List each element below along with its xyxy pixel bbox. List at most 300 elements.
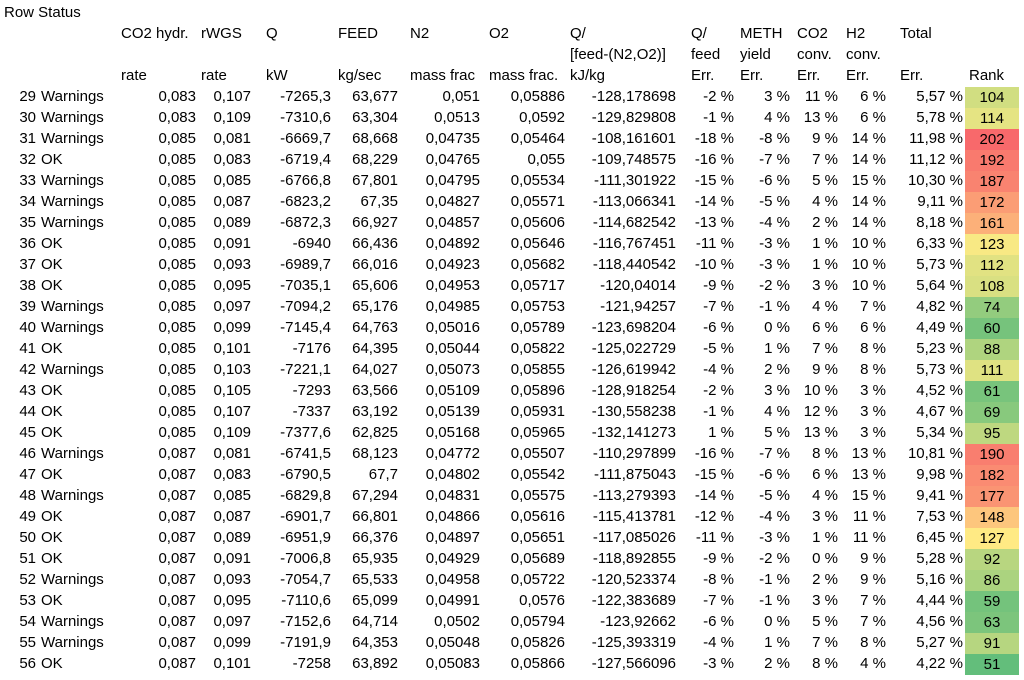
row-id: 42 xyxy=(19,361,36,378)
cell-co2-err: 6 % xyxy=(812,319,838,336)
cell-h2-err: 4 % xyxy=(860,655,886,672)
cell-q-kw: -6951,9 xyxy=(280,529,331,546)
cell-h2-err: 8 % xyxy=(860,634,886,651)
cell-meth-err: -7 % xyxy=(759,151,790,168)
cell-total-err: 5,73 % xyxy=(916,361,963,378)
cell-o2: 0,05571 xyxy=(510,193,565,210)
cell-total-err: 6,33 % xyxy=(916,235,963,252)
cell-co2-hydr-rate: 0,087 xyxy=(158,592,196,609)
cell-meth-err: -5 % xyxy=(759,193,790,210)
cell-q-feed-net: -122,383689 xyxy=(591,592,676,609)
cell-q-feed-net: -116,767451 xyxy=(592,235,676,252)
row-id: 29 xyxy=(19,88,36,105)
cell-q-feed-net: -117,085026 xyxy=(592,529,676,546)
cell-o2: 0,05616 xyxy=(510,508,565,525)
cell-total-err: 5,73 % xyxy=(916,256,963,273)
cell-co2-err: 9 % xyxy=(812,361,838,378)
cell-co2-err: 4 % xyxy=(812,487,838,504)
cell-co2-hydr-rate: 0,085 xyxy=(158,403,196,420)
cell-co2-hydr-rate: 0,087 xyxy=(158,571,196,588)
cell-h2-err: 7 % xyxy=(860,298,886,315)
cell-total-err: 5,16 % xyxy=(916,571,963,588)
cell-co2-err: 8 % xyxy=(812,655,838,672)
cell-q-kw: -7265,3 xyxy=(280,88,331,105)
cell-co2-err: 5 % xyxy=(812,172,838,189)
header-n2-unit: mass frac xyxy=(410,67,476,84)
cell-o2: 0,05896 xyxy=(510,382,565,399)
row-status: Warnings xyxy=(41,487,104,504)
cell-q-feed-err: -14 % xyxy=(694,193,734,210)
cell-h2-err: 14 % xyxy=(851,193,886,210)
cell-feed: 67,801 xyxy=(352,172,398,189)
cell-q-feed-err: -5 % xyxy=(703,340,734,357)
header-total-unit: Err. xyxy=(900,67,924,84)
row-id: 52 xyxy=(19,571,36,588)
cell-feed: 63,566 xyxy=(352,382,398,399)
cell-n2: 0,04857 xyxy=(425,214,480,231)
cell-n2: 0,04929 xyxy=(425,550,480,567)
header-feed: FEED xyxy=(338,25,379,42)
cell-rwgs-rate: 0,107 xyxy=(213,403,251,420)
cell-co2-err: 8 % xyxy=(812,445,838,462)
cell-co2-err: 0 % xyxy=(812,550,838,567)
cell-rwgs-rate: 0,089 xyxy=(213,214,251,231)
cell-o2: 0,05507 xyxy=(510,445,565,462)
cell-co2-hydr-rate: 0,087 xyxy=(158,634,196,651)
cell-co2-err: 2 % xyxy=(812,214,838,231)
cell-q-feed-net: -113,066341 xyxy=(592,193,676,210)
cell-co2-hydr-rate: 0,085 xyxy=(158,319,196,336)
cell-co2-hydr-rate: 0,083 xyxy=(158,88,196,105)
cell-rwgs-rate: 0,087 xyxy=(213,193,251,210)
header-q-unit: kW xyxy=(266,67,288,84)
cell-rank: 148 xyxy=(965,507,1019,528)
row-id: 50 xyxy=(19,529,36,546)
cell-h2-err: 11 % xyxy=(852,508,886,525)
cell-q-feed-net: -111,301922 xyxy=(593,172,676,189)
cell-q-feed-err: -16 % xyxy=(694,445,734,462)
cell-q-feed-err: -11 % xyxy=(695,235,734,252)
cell-o2: 0,0576 xyxy=(519,592,565,609)
cell-q-feed-net: -118,440542 xyxy=(592,256,676,273)
row-id: 33 xyxy=(19,172,36,189)
cell-rank: 86 xyxy=(965,570,1019,591)
cell-meth-err: 2 % xyxy=(764,655,790,672)
cell-h2-err: 3 % xyxy=(860,424,886,441)
cell-feed: 65,606 xyxy=(352,277,398,294)
cell-rwgs-rate: 0,101 xyxy=(213,655,251,672)
cell-q-feed-err: -15 % xyxy=(694,172,734,189)
cell-h2-err: 15 % xyxy=(851,172,886,189)
cell-meth-err: 1 % xyxy=(764,340,790,357)
cell-co2-hydr-rate: 0,087 xyxy=(158,445,196,462)
cell-h2-err: 14 % xyxy=(851,151,886,168)
cell-q-feed-err: -4 % xyxy=(703,634,734,651)
cell-q-feed-net: -108,161601 xyxy=(591,130,676,147)
cell-h2-err: 14 % xyxy=(851,214,886,231)
cell-h2-err: 13 % xyxy=(851,445,886,462)
row-status: OK xyxy=(41,151,63,168)
cell-meth-err: -2 % xyxy=(759,550,790,567)
row-id: 56 xyxy=(19,655,36,672)
cell-co2-hydr-rate: 0,083 xyxy=(158,109,196,126)
cell-meth-err: -8 % xyxy=(759,130,790,147)
cell-q-kw: -7110,6 xyxy=(281,592,331,609)
header-q-feed-unit: Err. xyxy=(691,67,715,84)
row-status: OK xyxy=(41,508,63,525)
cell-q-kw: -7258 xyxy=(292,655,331,672)
cell-co2-hydr-rate: 0,085 xyxy=(158,277,196,294)
cell-rwgs-rate: 0,091 xyxy=(213,235,251,252)
cell-feed: 67,7 xyxy=(368,466,398,483)
cell-q-feed-err: -2 % xyxy=(703,382,734,399)
cell-h2-err: 3 % xyxy=(860,403,886,420)
cell-q-kw: -7094,2 xyxy=(280,298,331,315)
cell-rwgs-rate: 0,083 xyxy=(213,466,251,483)
cell-co2-hydr-rate: 0,087 xyxy=(158,508,196,525)
row-status: Warnings xyxy=(41,109,104,126)
cell-meth-err: 3 % xyxy=(764,88,790,105)
cell-co2-err: 13 % xyxy=(803,424,838,441)
cell-rank: 172 xyxy=(965,192,1019,213)
row-id: 45 xyxy=(19,424,36,441)
cell-rwgs-rate: 0,093 xyxy=(213,256,251,273)
row-id: 46 xyxy=(19,445,36,462)
cell-rank: 202 xyxy=(965,129,1019,150)
cell-n2: 0,04923 xyxy=(425,256,480,273)
cell-co2-err: 1 % xyxy=(812,256,838,273)
cell-n2: 0,04958 xyxy=(425,571,480,588)
cell-co2-hydr-rate: 0,085 xyxy=(158,214,196,231)
cell-rwgs-rate: 0,099 xyxy=(213,319,251,336)
cell-q-feed-net: -127,566096 xyxy=(591,655,676,672)
cell-n2: 0,04991 xyxy=(425,592,480,609)
cell-co2-err: 12 % xyxy=(803,403,838,420)
cell-co2-err: 3 % xyxy=(812,508,838,525)
cell-co2-err: 1 % xyxy=(812,235,838,252)
cell-rwgs-rate: 0,099 xyxy=(213,634,251,651)
cell-feed: 68,668 xyxy=(352,130,398,147)
cell-total-err: 4,52 % xyxy=(916,382,963,399)
cell-o2: 0,05606 xyxy=(510,214,565,231)
row-status: OK xyxy=(41,382,63,399)
cell-q-feed-net: -111,875043 xyxy=(593,466,676,483)
cell-feed: 67,294 xyxy=(352,487,398,504)
row-id: 41 xyxy=(19,340,36,357)
cell-q-kw: -7152,6 xyxy=(280,613,331,630)
cell-rank: 182 xyxy=(965,465,1019,486)
cell-feed: 68,229 xyxy=(352,151,398,168)
cell-rwgs-rate: 0,083 xyxy=(213,151,251,168)
cell-co2-err: 3 % xyxy=(812,592,838,609)
cell-co2-hydr-rate: 0,087 xyxy=(158,466,196,483)
cell-q-kw: -6989,7 xyxy=(280,256,331,273)
cell-h2-err: 9 % xyxy=(860,571,886,588)
row-status: Warnings xyxy=(41,319,104,336)
cell-feed: 63,677 xyxy=(352,88,398,105)
cell-meth-err: 3 % xyxy=(764,382,790,399)
header-h2: H2 xyxy=(846,25,866,42)
cell-meth-err: -4 % xyxy=(759,508,790,525)
cell-total-err: 9,41 % xyxy=(916,487,963,504)
cell-n2: 0,04802 xyxy=(425,466,480,483)
cell-rank: 111 xyxy=(965,360,1019,381)
cell-q-feed-err: -1 % xyxy=(703,403,734,420)
row-status: Warnings xyxy=(41,172,104,189)
row-status: Warnings xyxy=(41,634,104,651)
cell-o2: 0,05646 xyxy=(510,235,565,252)
cell-q-kw: -7035,1 xyxy=(280,277,331,294)
header-q-feed: Q/ xyxy=(691,25,707,42)
cell-q-feed-err: -3 % xyxy=(703,655,734,672)
cell-q-feed-net: -113,279393 xyxy=(592,487,676,504)
row-id: 34 xyxy=(19,193,36,210)
cell-feed: 65,176 xyxy=(352,298,398,315)
cell-rank: 190 xyxy=(965,444,1019,465)
cell-n2: 0,04953 xyxy=(425,277,480,294)
row-id: 30 xyxy=(19,109,36,126)
cell-rank: 112 xyxy=(965,255,1019,276)
cell-q-feed-err: -4 % xyxy=(703,361,734,378)
header-meth-unit: Err. xyxy=(740,67,764,84)
cell-o2: 0,05855 xyxy=(510,361,565,378)
cell-n2: 0,05073 xyxy=(425,361,480,378)
cell-rank: 123 xyxy=(965,234,1019,255)
row-status: Warnings xyxy=(41,298,104,315)
cell-o2: 0,05886 xyxy=(510,88,565,105)
cell-co2-hydr-rate: 0,087 xyxy=(158,550,196,567)
cell-n2: 0,051 xyxy=(442,88,480,105)
row-id: 55 xyxy=(19,634,36,651)
cell-meth-err: -3 % xyxy=(759,235,790,252)
header-rank: Rank xyxy=(969,67,1005,84)
cell-q-kw: -7054,7 xyxy=(280,571,331,588)
cell-total-err: 5,57 % xyxy=(916,88,963,105)
cell-meth-err: 4 % xyxy=(764,109,790,126)
cell-rank: 114 xyxy=(965,108,1019,129)
cell-n2: 0,05083 xyxy=(425,655,480,672)
cell-q-kw: -7006,8 xyxy=(280,550,331,567)
cell-feed: 64,763 xyxy=(352,319,398,336)
cell-rwgs-rate: 0,105 xyxy=(213,382,251,399)
cell-n2: 0,0513 xyxy=(434,109,480,126)
header-h2-unit: Err. xyxy=(846,67,870,84)
header-co2-hydr: CO2 hydr. xyxy=(121,25,189,42)
cell-n2: 0,05168 xyxy=(425,424,480,441)
cell-q-kw: -6901,7 xyxy=(280,508,331,525)
cell-n2: 0,05016 xyxy=(425,319,480,336)
cell-co2-hydr-rate: 0,087 xyxy=(158,487,196,504)
cell-q-feed-net: -120,523374 xyxy=(591,571,676,588)
cell-rwgs-rate: 0,097 xyxy=(213,613,251,630)
cell-total-err: 5,28 % xyxy=(916,550,963,567)
cell-total-err: 5,23 % xyxy=(916,340,963,357)
cell-q-kw: -7337 xyxy=(292,403,331,420)
cell-q-feed-err: -15 % xyxy=(694,466,734,483)
cell-feed: 66,436 xyxy=(352,235,398,252)
cell-q-feed-net: -123,92662 xyxy=(600,613,676,630)
cell-q-feed-net: -129,829808 xyxy=(591,109,676,126)
row-id: 48 xyxy=(19,487,36,504)
cell-h2-err: 6 % xyxy=(860,109,886,126)
cell-total-err: 4,44 % xyxy=(916,592,963,609)
cell-q-feed-net: -114,682542 xyxy=(592,214,676,231)
cell-q-feed-net: -128,178698 xyxy=(591,88,676,105)
cell-q-kw: -6940 xyxy=(292,235,331,252)
cell-co2-hydr-rate: 0,085 xyxy=(158,130,196,147)
cell-q-feed-err: -6 % xyxy=(703,319,734,336)
cell-co2-err: 9 % xyxy=(812,130,838,147)
cell-n2: 0,05048 xyxy=(425,634,480,651)
cell-q-kw: -6719,4 xyxy=(280,151,331,168)
cell-co2-err: 7 % xyxy=(812,634,838,651)
header-feed-unit: kg/sec xyxy=(338,67,382,84)
cell-feed: 64,353 xyxy=(352,634,398,651)
cell-o2: 0,05931 xyxy=(510,403,565,420)
cell-n2: 0,04897 xyxy=(425,529,480,546)
cell-q-feed-net: -121,94257 xyxy=(600,298,676,315)
cell-h2-err: 6 % xyxy=(860,319,886,336)
cell-rwgs-rate: 0,109 xyxy=(213,424,251,441)
cell-o2: 0,055 xyxy=(527,151,565,168)
cell-rank: 69 xyxy=(965,402,1019,423)
cell-feed: 65,099 xyxy=(352,592,398,609)
cell-q-feed-err: -6 % xyxy=(703,613,734,630)
header-o2-unit: mass frac. xyxy=(489,67,559,84)
cell-q-feed-err: -9 % xyxy=(703,550,734,567)
cell-q-feed-err: 1 % xyxy=(708,424,734,441)
cell-meth-err: -7 % xyxy=(759,445,790,462)
cell-q-feed-err: -10 % xyxy=(694,256,734,273)
cell-feed: 64,395 xyxy=(352,340,398,357)
cell-o2: 0,05689 xyxy=(510,550,565,567)
cell-feed: 66,376 xyxy=(352,529,398,546)
cell-co2-hydr-rate: 0,087 xyxy=(158,613,196,630)
cell-n2: 0,04985 xyxy=(425,298,480,315)
cell-total-err: 11,12 % xyxy=(909,151,963,168)
cell-meth-err: -4 % xyxy=(759,214,790,231)
cell-q-feed-net: -132,141273 xyxy=(591,424,676,441)
cell-meth-err: -6 % xyxy=(759,466,790,483)
row-status: Warnings xyxy=(41,361,104,378)
cell-h2-err: 6 % xyxy=(860,88,886,105)
cell-co2-err: 4 % xyxy=(812,193,838,210)
row-status: Warnings xyxy=(41,130,104,147)
cell-o2: 0,05794 xyxy=(510,613,565,630)
cell-meth-err: -3 % xyxy=(759,256,790,273)
row-status: OK xyxy=(41,277,63,294)
header-h2-2: conv. xyxy=(846,46,881,63)
cell-feed: 68,123 xyxy=(352,445,398,462)
cell-h2-err: 7 % xyxy=(860,592,886,609)
cell-q-feed-net: -125,393319 xyxy=(591,634,676,651)
table-title: Row Status xyxy=(4,4,81,21)
cell-q-feed-err: -2 % xyxy=(703,88,734,105)
cell-total-err: 5,78 % xyxy=(916,109,963,126)
cell-rwgs-rate: 0,081 xyxy=(213,445,251,462)
header-q: Q xyxy=(266,25,278,42)
cell-q-feed-net: -118,892855 xyxy=(592,550,676,567)
row-status: OK xyxy=(41,424,63,441)
row-id: 54 xyxy=(19,613,36,630)
header-rwgs-unit: rate xyxy=(201,67,227,84)
cell-o2: 0,05722 xyxy=(510,571,565,588)
cell-rwgs-rate: 0,101 xyxy=(213,340,251,357)
cell-o2: 0,05826 xyxy=(510,634,565,651)
cell-rank: 92 xyxy=(965,549,1019,570)
cell-rwgs-rate: 0,107 xyxy=(213,88,251,105)
cell-rank: 104 xyxy=(965,87,1019,108)
header-co2-hydr-unit: rate xyxy=(121,67,147,84)
cell-rwgs-rate: 0,081 xyxy=(213,130,251,147)
cell-n2: 0,05139 xyxy=(425,403,480,420)
cell-o2: 0,05789 xyxy=(510,319,565,336)
row-id: 37 xyxy=(19,256,36,273)
cell-rank: 61 xyxy=(965,381,1019,402)
row-id: 36 xyxy=(19,235,36,252)
cell-co2-hydr-rate: 0,087 xyxy=(158,655,196,672)
cell-co2-hydr-rate: 0,085 xyxy=(158,340,196,357)
cell-rank: 88 xyxy=(965,339,1019,360)
cell-h2-err: 10 % xyxy=(851,235,886,252)
header-meth-2: yield xyxy=(740,46,771,63)
cell-n2: 0,04866 xyxy=(425,508,480,525)
cell-rwgs-rate: 0,091 xyxy=(213,550,251,567)
cell-co2-err: 7 % xyxy=(812,151,838,168)
cell-q-kw: -7145,4 xyxy=(280,319,331,336)
header-total: Total xyxy=(900,25,932,42)
cell-feed: 66,927 xyxy=(352,214,398,231)
cell-co2-hydr-rate: 0,085 xyxy=(158,382,196,399)
cell-meth-err: 4 % xyxy=(764,403,790,420)
cell-co2-hydr-rate: 0,085 xyxy=(158,361,196,378)
cell-q-feed-err: -13 % xyxy=(694,214,734,231)
header-q-feed-net: Q/ xyxy=(570,25,586,42)
cell-o2: 0,05464 xyxy=(510,130,565,147)
cell-meth-err: 0 % xyxy=(764,613,790,630)
cell-co2-err: 6 % xyxy=(812,466,838,483)
cell-co2-hydr-rate: 0,087 xyxy=(158,529,196,546)
cell-feed: 64,027 xyxy=(352,361,398,378)
row-id: 31 xyxy=(19,130,36,147)
row-id: 49 xyxy=(19,508,36,525)
row-id: 51 xyxy=(19,550,36,567)
cell-q-feed-err: -14 % xyxy=(694,487,734,504)
cell-n2: 0,04795 xyxy=(425,172,480,189)
cell-n2: 0,04765 xyxy=(425,151,480,168)
cell-total-err: 10,81 % xyxy=(907,445,963,462)
cell-q-feed-err: -1 % xyxy=(703,109,734,126)
cell-q-kw: -6823,2 xyxy=(280,193,331,210)
cell-rank: 60 xyxy=(965,318,1019,339)
cell-total-err: 4,56 % xyxy=(916,613,963,630)
cell-rank: 177 xyxy=(965,486,1019,507)
cell-total-err: 5,27 % xyxy=(916,634,963,651)
cell-n2: 0,05109 xyxy=(425,382,480,399)
cell-n2: 0,04831 xyxy=(425,487,480,504)
cell-rank: 192 xyxy=(965,150,1019,171)
cell-co2-err: 11 % xyxy=(804,88,838,105)
cell-o2: 0,05651 xyxy=(510,529,565,546)
cell-o2: 0,05682 xyxy=(510,256,565,273)
cell-total-err: 10,30 % xyxy=(907,172,963,189)
cell-rank: 95 xyxy=(965,423,1019,444)
row-status: OK xyxy=(41,403,63,420)
header-co2: CO2 xyxy=(797,25,828,42)
cell-rwgs-rate: 0,085 xyxy=(213,172,251,189)
cell-co2-err: 10 % xyxy=(803,382,838,399)
cell-total-err: 5,64 % xyxy=(916,277,963,294)
